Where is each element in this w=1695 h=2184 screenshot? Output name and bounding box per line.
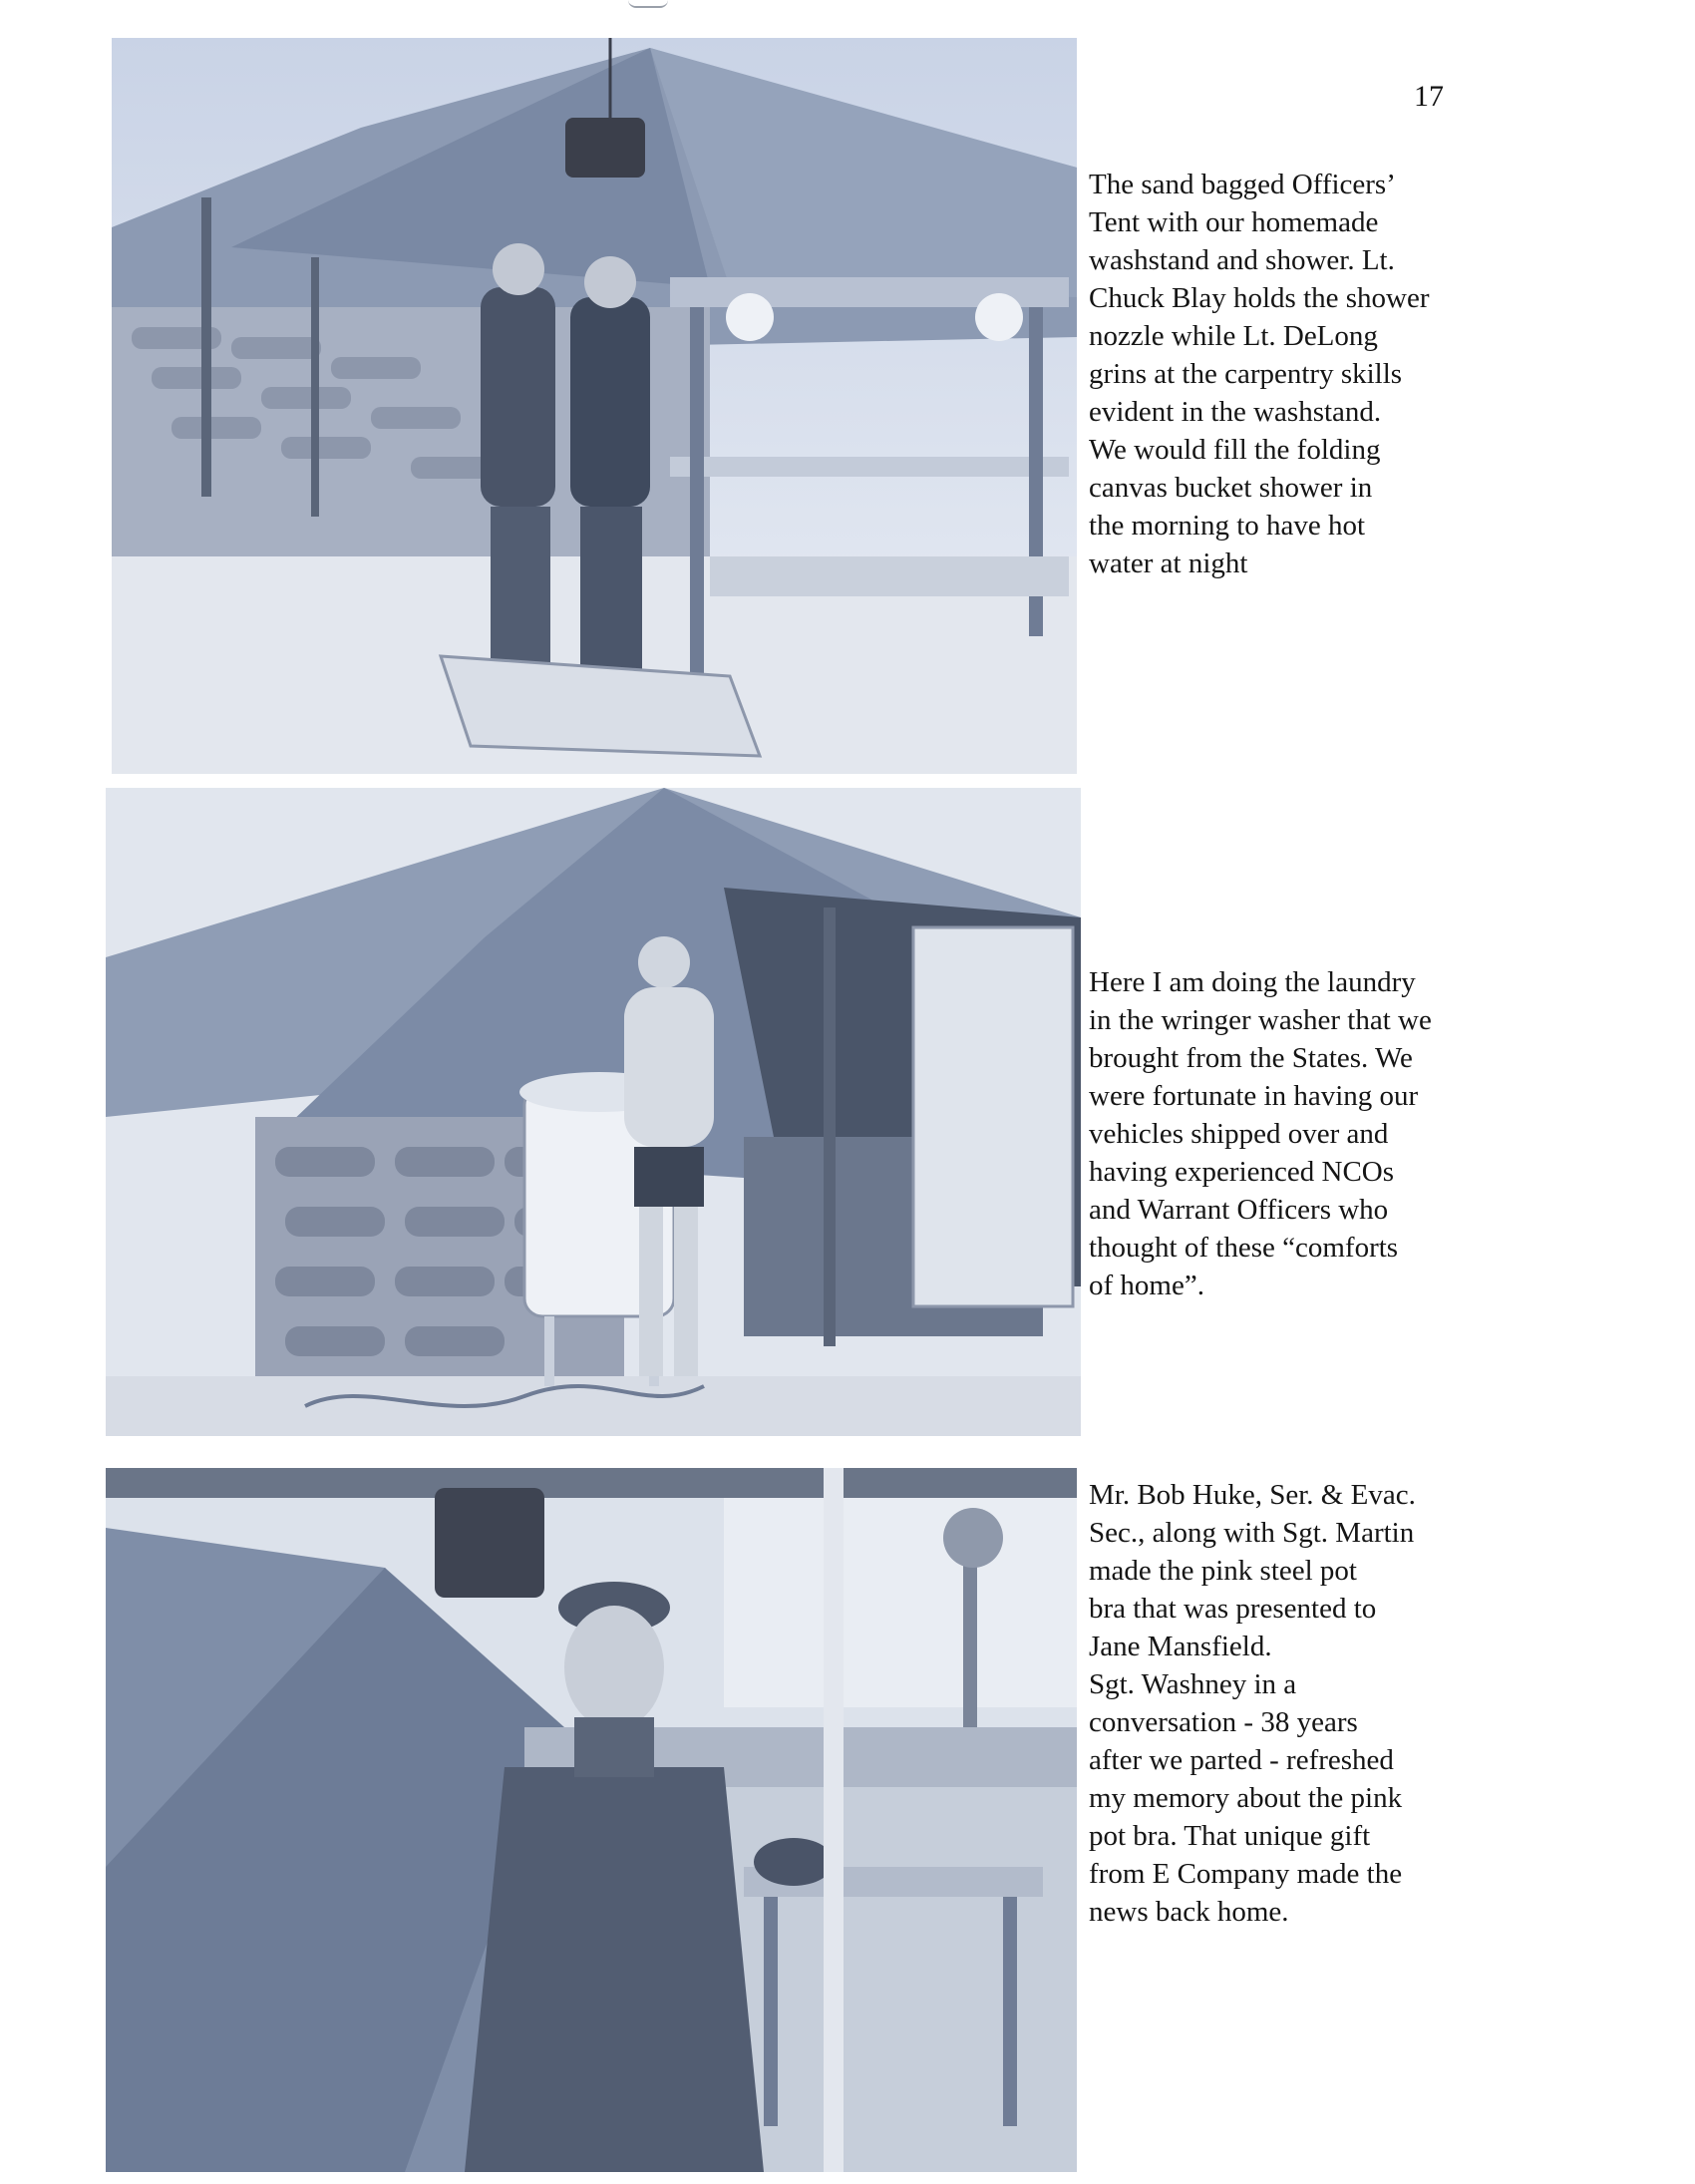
- caption-bob-huke: [1089, 1476, 1416, 1931]
- photo-officers-tent: [112, 38, 1077, 774]
- caption-laundry: [1089, 963, 1432, 1304]
- caption-line: The sand bagged Officers’: [1089, 169, 1396, 200]
- caption-line: and Warrant Officers who: [1089, 1194, 1389, 1226]
- caption-line: grins at the carpentry skills: [1089, 358, 1403, 390]
- caption-line: after we parted - refreshed: [1089, 1744, 1394, 1776]
- caption-line: the morning to have hot: [1089, 510, 1366, 542]
- caption-line: Chuck Blay holds the shower: [1089, 282, 1430, 314]
- caption-line: Sec., along with Sgt. Martin: [1089, 1517, 1415, 1549]
- caption-line: Jane Mansfield.: [1089, 1631, 1272, 1662]
- caption-line: made the pink steel pot: [1089, 1555, 1357, 1587]
- caption-line: evident in the washstand.: [1089, 396, 1382, 428]
- caption-line: Here I am doing the laundry: [1089, 966, 1416, 998]
- caption-line: nozzle while Lt. DeLong: [1089, 320, 1378, 352]
- caption-line: Mr. Bob Huke, Ser. & Evac.: [1089, 1479, 1416, 1511]
- photo-bob-huke: [106, 1468, 1077, 2172]
- caption-officers-tent: [1089, 166, 1430, 582]
- caption-line: having experienced NCOs: [1089, 1156, 1395, 1188]
- caption-line: We would fill the folding: [1089, 434, 1381, 466]
- scan-mark: [628, 0, 668, 8]
- caption-line: canvas bucket shower in: [1089, 472, 1373, 504]
- caption-line: washstand and shower. Lt.: [1089, 244, 1395, 276]
- page-number: 17: [1414, 80, 1444, 113]
- caption-line: my memory about the pink: [1089, 1782, 1403, 1814]
- caption-line: of home”.: [1089, 1270, 1204, 1301]
- caption-line: brought from the States. We: [1089, 1042, 1413, 1074]
- caption-line: in the wringer washer that we: [1089, 1004, 1432, 1036]
- caption-line: news back home.: [1089, 1896, 1289, 1928]
- photo-laundry: [106, 788, 1081, 1436]
- caption-line: thought of these “comforts: [1089, 1232, 1399, 1264]
- caption-line: were fortunate in having our: [1089, 1080, 1419, 1112]
- caption-line: bra that was presented to: [1089, 1593, 1377, 1625]
- caption-line: vehicles shipped over and: [1089, 1118, 1389, 1150]
- caption-line: Sgt. Washney in a: [1089, 1668, 1297, 1700]
- caption-line: water at night: [1089, 547, 1248, 579]
- caption-line: conversation - 38 years: [1089, 1706, 1358, 1738]
- caption-line: Tent with our homemade: [1089, 206, 1379, 238]
- caption-line: pot bra. That unique gift: [1089, 1820, 1371, 1852]
- caption-line: from E Company made the: [1089, 1858, 1403, 1890]
